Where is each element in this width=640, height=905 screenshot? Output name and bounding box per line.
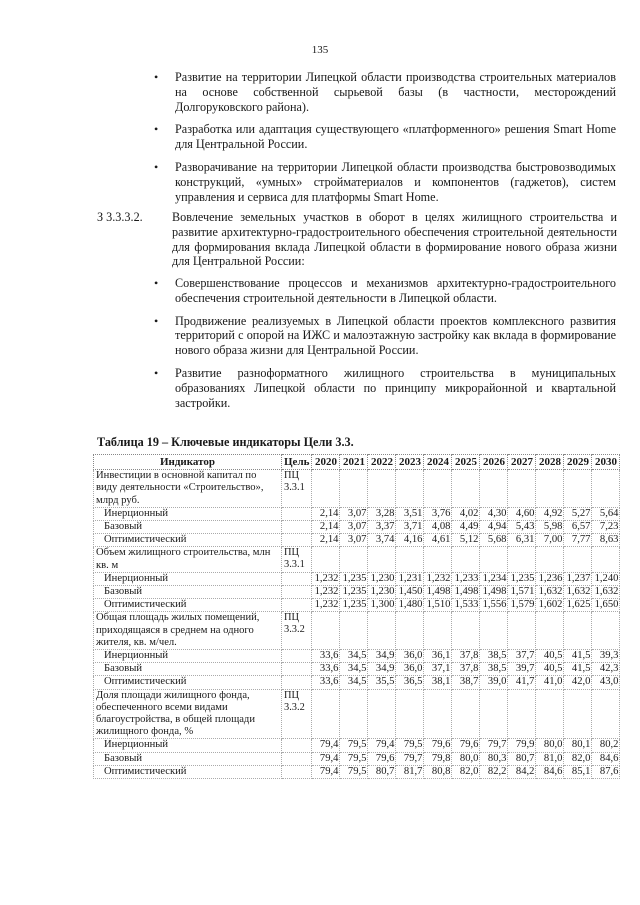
empty-cell [368,612,396,650]
value-cell: 1,498 [424,586,452,599]
empty-cell [592,470,620,508]
value-cell: 3,37 [368,521,396,534]
indicator-name: Доля площади жилищного фонда, обеспеченного всеми видами благоустройства, в общей площади жилищного фонда, % [94,689,282,739]
value-cell: 1,231 [396,572,424,585]
scenario-label: Базовый [94,663,282,676]
header-year: 2021 [340,455,368,470]
empty-cell [536,547,564,572]
value-cell: 85,1 [564,765,592,778]
empty-cell [564,612,592,650]
value-cell: 79,7 [480,739,508,752]
indicator-group-row [94,612,620,650]
value-cell: 4,94 [480,521,508,534]
value-cell: 1,235 [508,572,536,585]
empty-cell [592,547,620,572]
value-cell: 34,5 [340,650,368,663]
value-cell: 4,30 [480,507,508,520]
value-cell: 80,8 [424,765,452,778]
value-cell: 1,632 [536,586,564,599]
bullet-icon: • [154,122,159,137]
empty-cell [282,663,312,676]
empty-cell [564,470,592,508]
header-year: 2027 [508,455,536,470]
empty-cell [564,689,592,739]
empty-cell [368,547,396,572]
value-cell: 1,498 [480,586,508,599]
empty-cell [424,689,452,739]
value-cell: 80,7 [508,752,536,765]
value-cell: 6,57 [564,521,592,534]
value-cell: 34,9 [368,650,396,663]
value-cell: 4,49 [452,521,480,534]
list-item: • Разворачивание на территории Липецкой области производства быстровозводимых конструкций, «умных» стройматериалов и компонентов (гаджетов), систем управления и сервиса для платформы Smart Home. [154,159,616,204]
list-item: • Разработка или адаптация существующего «платформенного» решения Smart Home для Центральной России. [154,122,616,152]
value-cell: 5,98 [536,521,564,534]
scenario-label: Оптимистический [94,599,282,612]
value-cell: 33,6 [312,676,340,689]
empty-cell [480,612,508,650]
value-cell: 41,0 [536,676,564,689]
empty-cell [282,534,312,547]
value-cell: 1,234 [480,572,508,585]
empty-cell [340,547,368,572]
value-cell: 1,450 [396,586,424,599]
value-cell: 5,64 [592,507,620,520]
value-cell: 3,74 [368,534,396,547]
empty-cell [480,547,508,572]
indicator-goal: ПЦ 3.3.1 [282,470,312,508]
value-cell: 35,5 [368,676,396,689]
value-cell: 4,08 [424,521,452,534]
empty-cell [282,599,312,612]
value-cell: 79,4 [368,739,396,752]
empty-cell [452,612,480,650]
header-indicator: Индикатор [94,455,282,470]
empty-cell [368,689,396,739]
value-cell: 39,7 [508,663,536,676]
header-year: 2024 [424,455,452,470]
value-cell: 7,00 [536,534,564,547]
empty-cell [312,612,340,650]
indicator-goal: ПЦ 3.3.2 [282,612,312,650]
value-cell: 84,6 [536,765,564,778]
scenario-label: Базовый [94,521,282,534]
value-cell: 1,579 [508,599,536,612]
scenario-label: Базовый [94,586,282,599]
value-cell: 36,0 [396,650,424,663]
header-year: 2020 [312,455,340,470]
list-item: • Развитие разноформатного жилищного строительства в муниципальных образованиях Липецкой области по принципу микрорайонной и квартальной застройки. [154,365,616,410]
empty-cell [396,612,424,650]
value-cell: 82,0 [452,765,480,778]
table-row [94,507,620,520]
empty-cell [452,547,480,572]
indicator-group-row [94,547,620,572]
value-cell: 4,92 [536,507,564,520]
value-cell: 7,77 [564,534,592,547]
value-cell: 1,625 [564,599,592,612]
value-cell: 1,300 [368,599,396,612]
value-cell: 79,5 [340,765,368,778]
value-cell: 42,0 [564,676,592,689]
value-cell: 41,5 [564,663,592,676]
value-cell: 4,16 [396,534,424,547]
value-cell: 1,480 [396,599,424,612]
value-cell: 1,232 [312,586,340,599]
value-cell: 1,232 [312,599,340,612]
value-cell: 79,4 [312,739,340,752]
list-item: • Продвижение реализуемых в Липецкой области проектов комплексного развития территорий с опорой на ИЖС и малоэтажную застройку как вклада в формирование нового образа жизни для Центральной России. [154,313,616,358]
empty-cell [282,586,312,599]
header-goal: Цель [282,455,312,470]
value-cell: 80,0 [452,752,480,765]
value-cell: 80,3 [480,752,508,765]
value-cell: 34,9 [368,663,396,676]
value-cell: 1,510 [424,599,452,612]
table-row [94,586,620,599]
value-cell: 81,0 [536,752,564,765]
value-cell: 80,7 [368,765,396,778]
value-cell: 79,7 [396,752,424,765]
header-year: 2028 [536,455,564,470]
indicator-goal: ПЦ 3.3.1 [282,547,312,572]
section-text: Вовлечение земельных участков в оборот в целях жилищного строительства и развитие архитектурно-градостроительного обеспечения строительной деятельности для формирования вклада Липецкой области в формирование нового образа жизни для Центральной России: [172,210,617,269]
bullet-icon: • [154,70,159,84]
list-item: • Развитие на территории Липецкой области производства строительных материалов на основе собственной сырьевой базы (в частности, месторождений Долгоруковского района). [154,70,616,114]
value-cell: 2,14 [312,507,340,520]
value-cell: 81,7 [396,765,424,778]
scenario-label: Инерционный [94,650,282,663]
value-cell: 7,23 [592,521,620,534]
empty-cell [282,507,312,520]
empty-cell [536,689,564,739]
value-cell: 3,51 [396,507,424,520]
indicator-name: Общая площадь жилых помещений, приходящаяся в среднем на одного жителя, кв. м/чел. [94,612,282,650]
empty-cell [508,612,536,650]
value-cell: 4,61 [424,534,452,547]
value-cell: 80,1 [564,739,592,752]
value-cell: 1,232 [312,572,340,585]
bullet-icon: • [154,365,159,380]
scenario-label: Базовый [94,752,282,765]
empty-cell [508,470,536,508]
value-cell: 36,1 [424,650,452,663]
value-cell: 79,5 [396,739,424,752]
value-cell: 1,556 [480,599,508,612]
empty-cell [508,689,536,739]
value-cell: 1,632 [564,586,592,599]
empty-cell [282,752,312,765]
indicator-group-row [94,470,620,508]
table-row [94,676,620,689]
empty-cell [452,689,480,739]
value-cell: 34,5 [340,663,368,676]
value-cell: 1,236 [536,572,564,585]
value-cell: 79,6 [424,739,452,752]
value-cell: 33,6 [312,663,340,676]
table-title: Таблица 19 – Ключевые индикаторы Цели 3.3. [97,435,354,449]
value-cell: 3,28 [368,507,396,520]
empty-cell [282,572,312,585]
value-cell: 6,31 [508,534,536,547]
bullet-list-bottom [150,276,616,418]
value-cell: 5,27 [564,507,592,520]
empty-cell [282,521,312,534]
table-row [94,521,620,534]
empty-cell [424,547,452,572]
value-cell: 82,2 [480,765,508,778]
value-cell: 84,6 [592,752,620,765]
empty-cell [480,470,508,508]
value-cell: 3,07 [340,534,368,547]
value-cell: 33,6 [312,650,340,663]
bullet-icon: • [154,159,159,174]
empty-cell [592,689,620,739]
value-cell: 79,4 [312,752,340,765]
empty-cell [340,470,368,508]
empty-cell [452,470,480,508]
indicator-name: Инвестиции в основной капитал по виду деятельности «Строительство», млрд руб. [94,470,282,508]
value-cell: 79,5 [340,739,368,752]
value-cell: 4,60 [508,507,536,520]
bullet-list-top [150,70,616,212]
value-cell: 1,602 [536,599,564,612]
header-year: 2029 [564,455,592,470]
scenario-label: Оптимистический [94,676,282,689]
empty-cell [564,547,592,572]
value-cell: 37,8 [452,663,480,676]
value-cell: 1,232 [424,572,452,585]
value-cell: 3,71 [396,521,424,534]
value-cell: 37,8 [452,650,480,663]
empty-cell [282,650,312,663]
bullet-icon: • [154,276,159,290]
empty-cell [396,689,424,739]
empty-cell [312,689,340,739]
empty-cell [424,470,452,508]
section-number: З 3.3.3.2. [97,210,143,224]
empty-cell [282,676,312,689]
value-cell: 84,2 [508,765,536,778]
table-row [94,650,620,663]
scenario-label: Оптимистический [94,534,282,547]
empty-cell [480,689,508,739]
empty-cell [282,739,312,752]
table-row [94,663,620,676]
indicator-group-row [94,689,620,739]
value-cell: 79,6 [452,739,480,752]
table-header-row [94,455,620,470]
empty-cell [340,612,368,650]
value-cell: 42,3 [592,663,620,676]
value-cell: 36,0 [396,663,424,676]
value-cell: 38,7 [452,676,480,689]
value-cell: 79,6 [368,752,396,765]
scenario-label: Инерционный [94,739,282,752]
value-cell: 40,5 [536,663,564,676]
table-row [94,599,620,612]
value-cell: 79,9 [508,739,536,752]
empty-cell [340,689,368,739]
empty-cell [282,765,312,778]
empty-cell [536,470,564,508]
scenario-label: Оптимистический [94,765,282,778]
table-row [94,739,620,752]
value-cell: 1,533 [452,599,480,612]
value-cell: 39,0 [480,676,508,689]
indicator-goal: ПЦ 3.3.2 [282,689,312,739]
value-cell: 79,5 [340,752,368,765]
value-cell: 1,571 [508,586,536,599]
value-cell: 36,5 [396,676,424,689]
empty-cell [396,470,424,508]
empty-cell [312,547,340,572]
value-cell: 1,230 [368,586,396,599]
value-cell: 87,6 [592,765,620,778]
value-cell: 5,43 [508,521,536,534]
value-cell: 80,2 [592,739,620,752]
value-cell: 34,5 [340,676,368,689]
value-cell: 3,07 [340,507,368,520]
header-year: 2030 [592,455,620,470]
empty-cell [368,470,396,508]
empty-cell [424,612,452,650]
empty-cell [536,612,564,650]
value-cell: 1,632 [592,586,620,599]
value-cell: 4,02 [452,507,480,520]
value-cell: 2,14 [312,534,340,547]
value-cell: 1,235 [340,572,368,585]
table-row [94,572,620,585]
value-cell: 3,07 [340,521,368,534]
value-cell: 3,76 [424,507,452,520]
table-row [94,765,620,778]
value-cell: 37,7 [508,650,536,663]
value-cell: 37,1 [424,663,452,676]
value-cell: 38,1 [424,676,452,689]
value-cell: 1,237 [564,572,592,585]
header-year: 2026 [480,455,508,470]
value-cell: 80,0 [536,739,564,752]
empty-cell [508,547,536,572]
scenario-label: Инерционный [94,572,282,585]
value-cell: 2,14 [312,521,340,534]
empty-cell [592,612,620,650]
table-row [94,534,620,547]
value-cell: 1,235 [340,599,368,612]
value-cell: 40,5 [536,650,564,663]
value-cell: 79,8 [424,752,452,765]
value-cell: 82,0 [564,752,592,765]
indicator-name: Объем жилищного строительства, млн кв. м [94,547,282,572]
value-cell: 1,650 [592,599,620,612]
value-cell: 5,68 [480,534,508,547]
indicators-table [93,454,620,779]
list-item: • Совершенствование процессов и механизмов архитектурно-градостроительного обеспечения строительной деятельности в Липецкой области. [154,276,616,305]
value-cell: 38,5 [480,663,508,676]
value-cell: 39,3 [592,650,620,663]
value-cell: 1,233 [452,572,480,585]
value-cell: 1,230 [368,572,396,585]
value-cell: 1,498 [452,586,480,599]
empty-cell [312,470,340,508]
scenario-label: Инерционный [94,507,282,520]
value-cell: 5,12 [452,534,480,547]
value-cell: 38,5 [480,650,508,663]
value-cell: 1,240 [592,572,620,585]
empty-cell [396,547,424,572]
value-cell: 41,7 [508,676,536,689]
value-cell: 41,5 [564,650,592,663]
table-row [94,752,620,765]
value-cell: 8,63 [592,534,620,547]
header-year: 2022 [368,455,396,470]
value-cell: 43,0 [592,676,620,689]
header-year: 2025 [452,455,480,470]
header-year: 2023 [396,455,424,470]
bullet-icon: • [154,313,159,328]
value-cell: 79,4 [312,765,340,778]
page-number: 135 [311,44,329,56]
value-cell: 1,235 [340,586,368,599]
